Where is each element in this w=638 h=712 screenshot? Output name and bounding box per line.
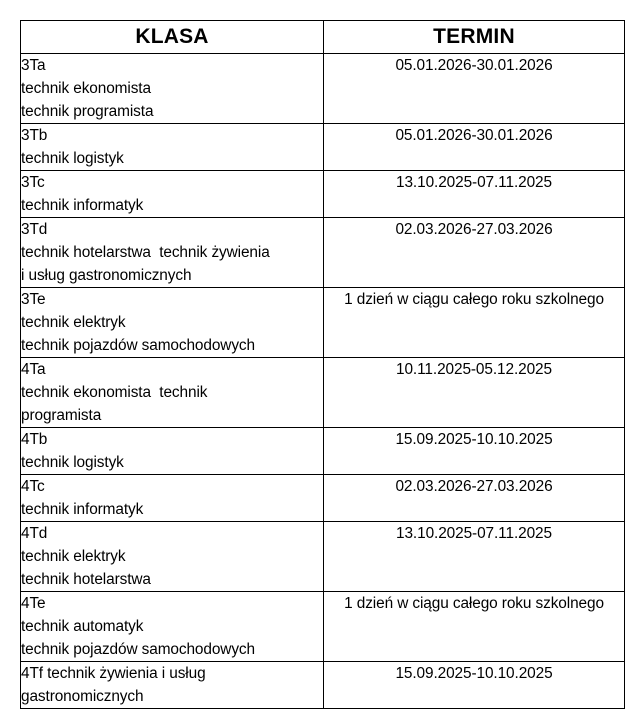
specialization: technik ekonomista xyxy=(21,80,151,97)
date-range: 05.01.2026-30.01.2026 xyxy=(395,57,553,74)
class-code: 3Td xyxy=(21,221,48,238)
class-code: 3Tc xyxy=(21,174,45,191)
date-range: 13.10.2025-07.11.2025 xyxy=(396,174,552,191)
date-range: 15.09.2025-10.10.2025 xyxy=(395,665,553,682)
specialization: technik ekonomista technik xyxy=(21,384,208,401)
termin-cell xyxy=(324,475,625,522)
date-range: 05.01.2026-30.01.2026 xyxy=(395,127,553,144)
table-row xyxy=(21,428,625,475)
table-row xyxy=(21,592,625,662)
termin-cell xyxy=(324,592,625,662)
table-row xyxy=(21,54,625,124)
class-code: 4Tb xyxy=(21,431,48,448)
table-row xyxy=(21,124,625,171)
table-row xyxy=(21,475,625,522)
table-row xyxy=(21,288,625,358)
specialization: technik automatyk xyxy=(21,618,144,635)
specialization: gastronomicznych xyxy=(21,688,144,705)
table-body xyxy=(21,54,625,709)
klasa-cell xyxy=(21,662,324,709)
specialization: technik logistyk xyxy=(21,150,124,167)
date-range: 15.09.2025-10.10.2025 xyxy=(395,431,553,448)
table-row xyxy=(21,358,625,428)
termin-cell xyxy=(324,54,625,124)
klasa-cell xyxy=(21,171,324,218)
table-header-row xyxy=(21,21,625,54)
class-code: 4Td xyxy=(21,525,48,542)
klasa-cell xyxy=(21,358,324,428)
termin-cell xyxy=(324,171,625,218)
klasa-cell xyxy=(21,54,324,124)
termin-cell xyxy=(324,218,625,288)
date-range: 02.03.2026-27.03.2026 xyxy=(395,221,553,238)
specialization: technik elektryk xyxy=(21,548,126,565)
header-termin: TERMIN xyxy=(324,21,625,54)
date-range: 02.03.2026-27.03.2026 xyxy=(395,478,553,495)
termin-cell xyxy=(324,428,625,475)
specialization: technik logistyk xyxy=(21,454,124,471)
date-range: 1 dzień w ciągu całego roku szkolnego xyxy=(344,595,604,612)
class-code: 4Ta xyxy=(21,361,46,378)
practice-schedule-table xyxy=(20,20,625,709)
klasa-cell xyxy=(21,218,324,288)
klasa-cell xyxy=(21,124,324,171)
date-range: 10.11.2025-05.12.2025 xyxy=(396,361,552,378)
class-code: 3Ta xyxy=(21,57,46,74)
specialization: technik programista xyxy=(21,103,154,120)
specialization: technik informatyk xyxy=(21,197,144,214)
class-code-and-specialization: 4Tf technik żywienia i usług xyxy=(21,665,206,682)
termin-cell xyxy=(324,288,625,358)
klasa-cell xyxy=(21,428,324,475)
table-row xyxy=(21,171,625,218)
class-code: 3Te xyxy=(21,291,46,308)
class-code: 3Tb xyxy=(21,127,48,144)
klasa-cell xyxy=(21,475,324,522)
specialization: i usług gastronomicznych xyxy=(21,267,192,284)
klasa-cell xyxy=(21,522,324,592)
termin-cell xyxy=(324,358,625,428)
header-klasa: KLASA xyxy=(21,21,324,54)
class-code: 4Tc xyxy=(21,478,45,495)
specialization: technik informatyk xyxy=(21,501,144,518)
specialization: technik hotelarstwa xyxy=(21,571,151,588)
table-row xyxy=(21,218,625,288)
klasa-cell xyxy=(21,288,324,358)
specialization: technik elektryk xyxy=(21,314,126,331)
class-code: 4Te xyxy=(21,595,46,612)
specialization: technik hotelarstwa technik żywienia xyxy=(21,244,270,261)
table-row xyxy=(21,522,625,592)
date-range: 1 dzień w ciągu całego roku szkolnego xyxy=(344,291,604,308)
specialization: technik pojazdów samochodowych xyxy=(21,641,255,658)
specialization: programista xyxy=(21,407,102,424)
termin-cell xyxy=(324,662,625,709)
termin-cell xyxy=(324,124,625,171)
termin-cell xyxy=(324,522,625,592)
specialization: technik pojazdów samochodowych xyxy=(21,337,255,354)
date-range: 13.10.2025-07.11.2025 xyxy=(396,525,552,542)
table-row xyxy=(21,662,625,709)
klasa-cell xyxy=(21,592,324,662)
